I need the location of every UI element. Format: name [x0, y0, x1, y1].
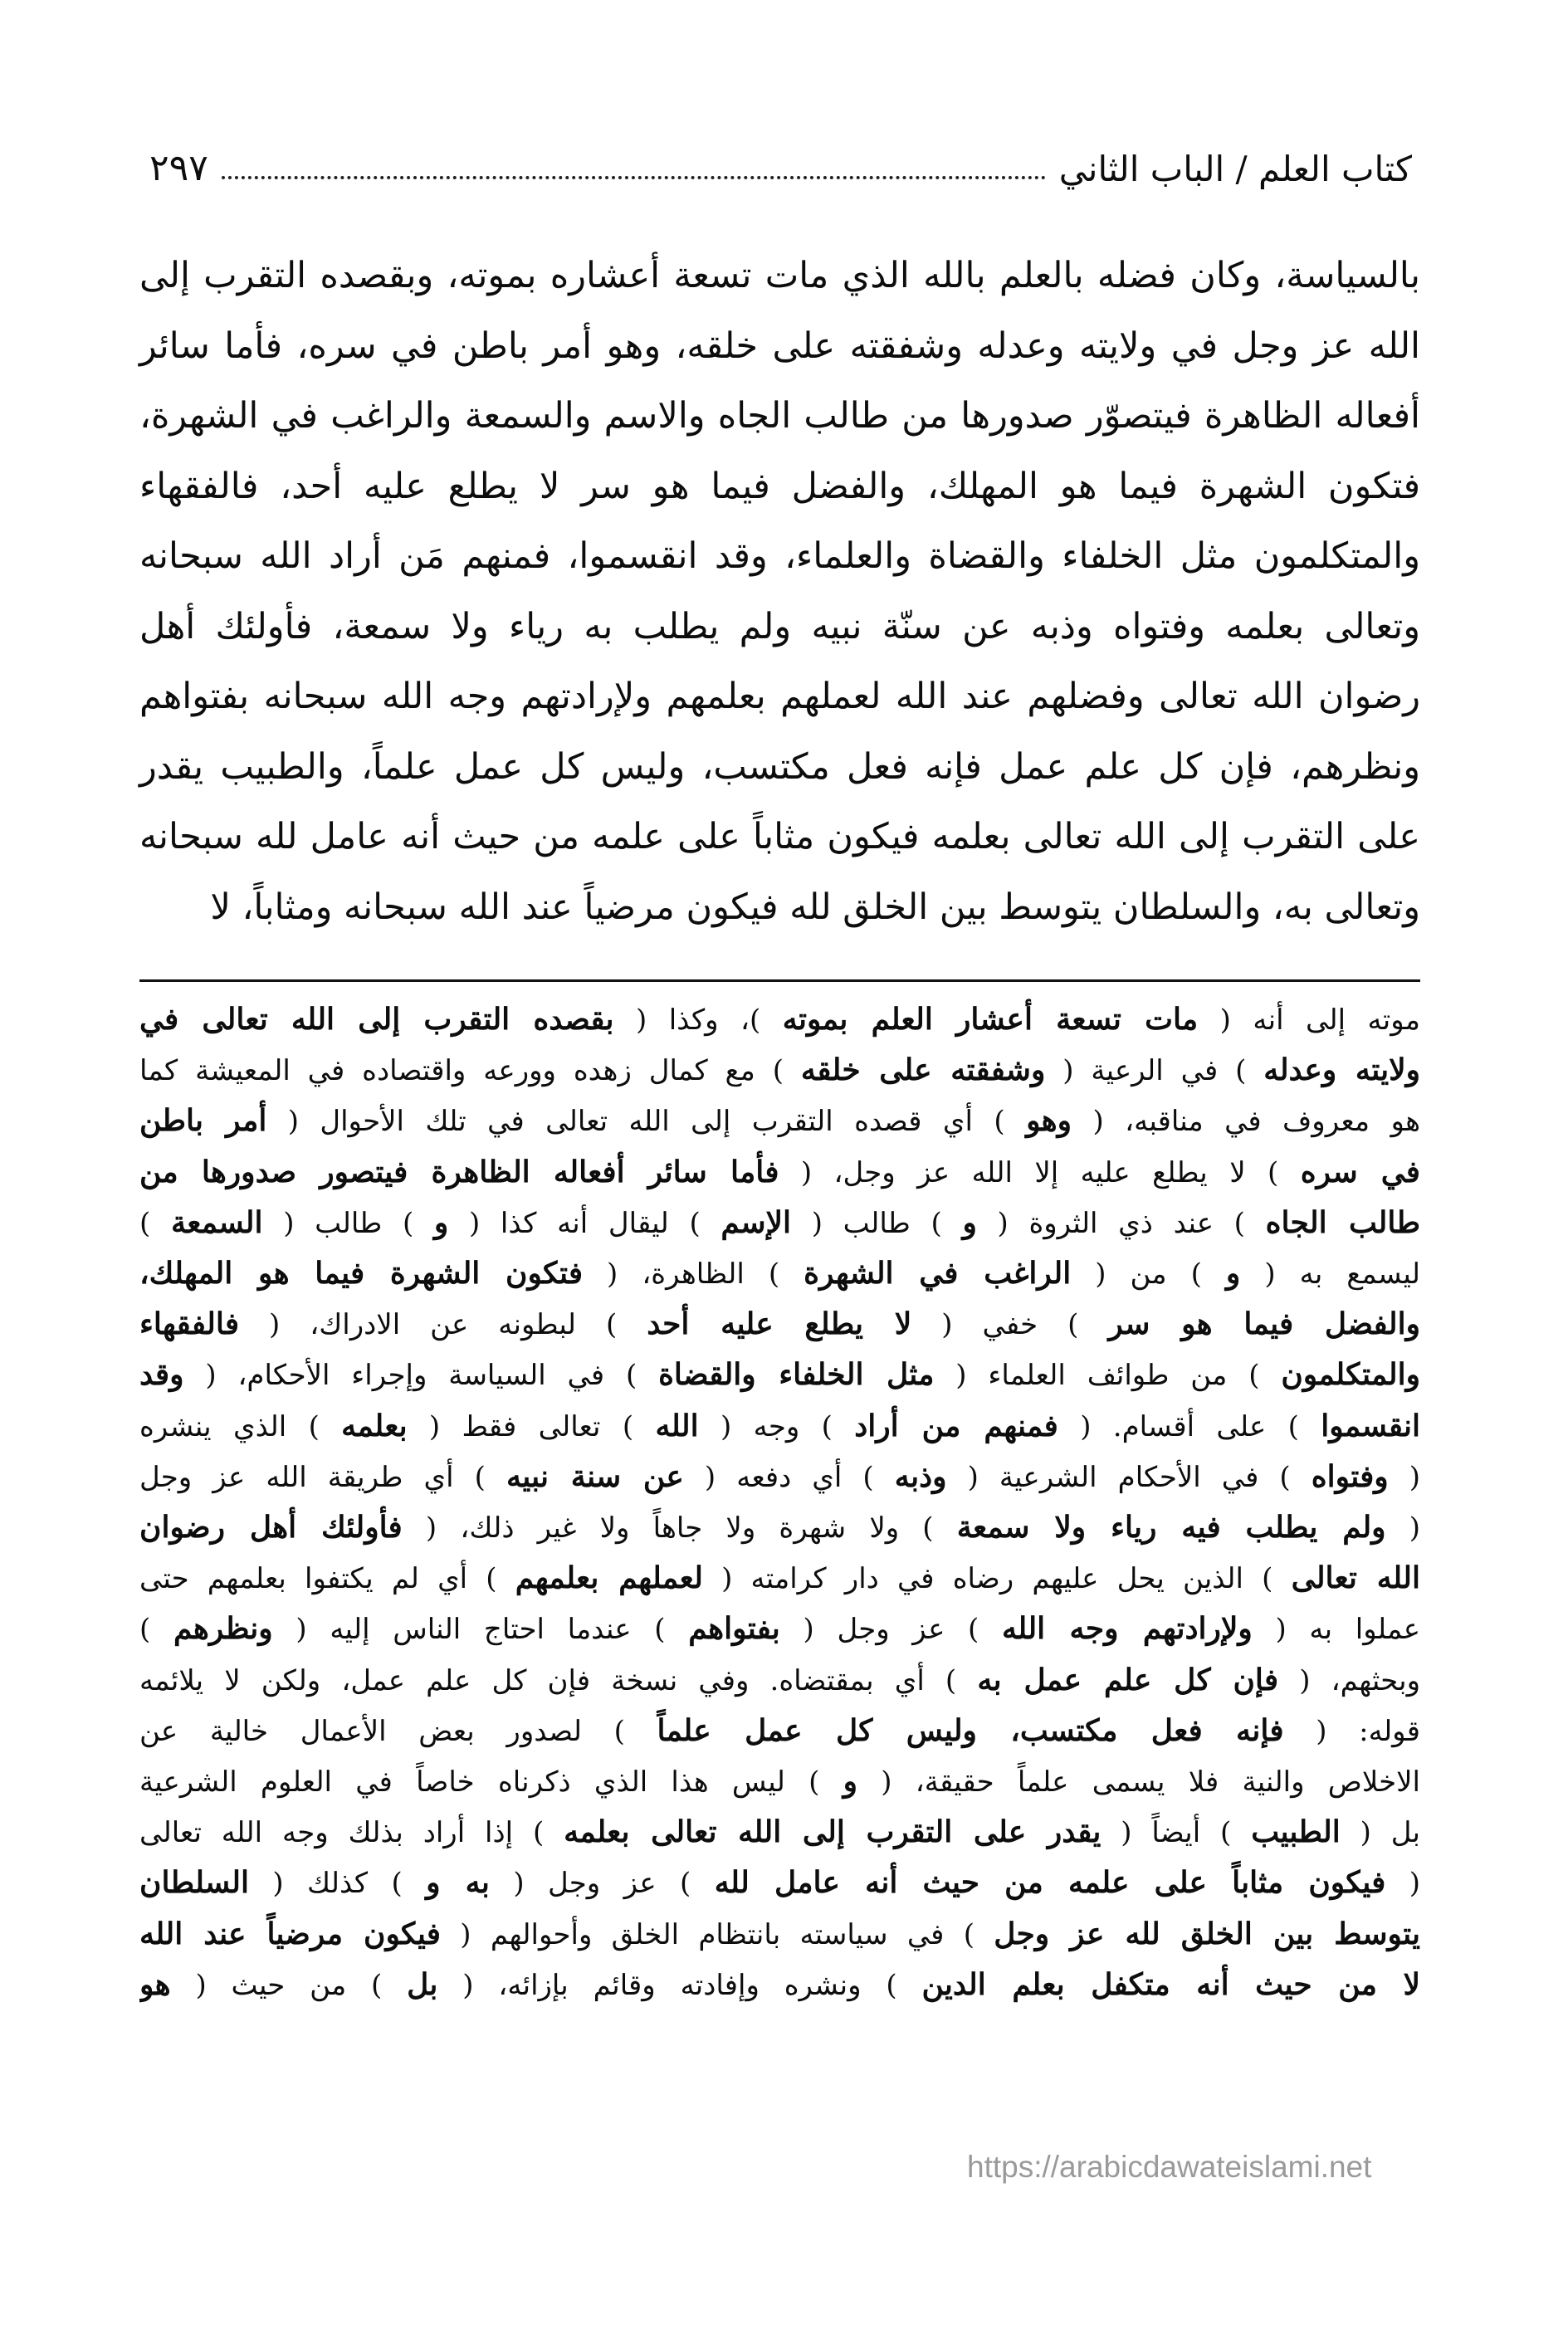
- quoted-source-text: بقصده التقرب إلى الله تعالى في: [139, 1002, 614, 1037]
- commentary-line: [139, 1045, 1420, 1096]
- commentary-segment: ) في الأحكام الشرعية (: [946, 1460, 1312, 1494]
- quoted-source-text: في سره: [1300, 1154, 1420, 1189]
- quoted-source-text: فأما سائر أفعاله الظاهرة فيتصور صدورها من: [139, 1154, 779, 1189]
- commentary-line: [139, 1147, 1420, 1198]
- quoted-source-text: فيكون مثاباً على علمه من حيث أنه عامل لله: [714, 1865, 1386, 1901]
- quoted-source-text: وشفقته على خلقه: [800, 1052, 1046, 1088]
- quoted-source-text: عن سنة نبيه: [506, 1458, 684, 1494]
- commentary-segment: ) لا يطلع عليه إلا الله عز وجل، (: [779, 1155, 1301, 1189]
- quoted-source-text: والمتكلمون: [1281, 1357, 1420, 1393]
- quoted-source-text: و: [433, 1204, 449, 1240]
- quoted-source-text: يتوسط بين الخلق لله عز وجل: [994, 1916, 1420, 1951]
- page-number: ٢٩٧: [149, 147, 208, 189]
- quoted-source-text: وذبه: [894, 1458, 947, 1494]
- commentary-line: [139, 1807, 1420, 1858]
- commentary-line: [139, 1604, 1420, 1654]
- quoted-source-text: الراغب في الشهرة: [804, 1256, 1072, 1292]
- commentary-segment: (: [1388, 1460, 1420, 1494]
- commentary-segment: ) من (: [1071, 1257, 1226, 1292]
- commentary-line: [139, 1452, 1420, 1502]
- commentary-segment: الاخلاص والنية فلا يسمى علماً حقيقة، (: [857, 1765, 1420, 1800]
- quoted-source-text: والفضل فيما هو سر: [1108, 1306, 1420, 1342]
- commentary-line: [139, 1909, 1420, 1960]
- commentary-segment: ) ليس هذا الذي ذكرناه خاصاً في العلوم الشرعية: [139, 1765, 843, 1800]
- commentary-segment: ) أي طريقة الله عز وجل: [139, 1460, 506, 1494]
- commentary-segment: ): [139, 1206, 171, 1240]
- commentary-line: [139, 1299, 1420, 1350]
- commentary-line: [139, 1350, 1420, 1400]
- main-text-line: أفعاله الظاهرة فيتصوّر صدورها من طالب الجاه والاسم والسمعة والراغب في الشهرة،: [139, 395, 1420, 437]
- quoted-source-text: بفتواهم: [688, 1611, 780, 1647]
- quoted-source-text: ولايته وعدله: [1263, 1052, 1420, 1088]
- commentary-segment: ) عندما احتاج الناس إليه (: [272, 1613, 689, 1647]
- commentary-segment: ) تعالى فقط (: [407, 1409, 656, 1443]
- quoted-source-text: مات تسعة أعشار العلم بموته: [782, 1002, 1199, 1037]
- commentary-segment: قوله: (: [1283, 1714, 1420, 1748]
- quoted-source-text: وفتواه: [1311, 1458, 1389, 1494]
- running-header: [149, 139, 1412, 189]
- commentary-segment: ) طالب (: [791, 1206, 963, 1240]
- quoted-source-text: فيكون مرضياً عند الله: [139, 1916, 441, 1951]
- commentary-line: [139, 1401, 1420, 1452]
- main-text-line: ونظرهم، فإن كل علم عمل فإنه فعل مكتسب، وليس كل عمل علماً، والطبيب يقدر: [139, 745, 1420, 788]
- commentary-segment: موته إلى أنه (: [1198, 1004, 1420, 1037]
- main-text-line: فتكون الشهرة فيما هو المهلك، والفضل فيما هو سر لا يطلع عليه أحد، فالفقهاء: [139, 465, 1420, 507]
- commentary-segment: ) أي قصده التقرب إلى الله تعالى في تلك الأحوال (: [266, 1105, 1027, 1139]
- commentary-text: [139, 994, 1420, 2010]
- commentary-segment: ) عز وجل (: [779, 1613, 1002, 1647]
- quoted-source-text: فإنه فعل مكتسب، وليس كل عمل علماً: [657, 1712, 1284, 1748]
- main-text-line: الله عز وجل في ولايته وعدله وشفقته على خلقه، وهو أمر باطن في سره، فأما سائر: [139, 325, 1420, 367]
- commentary-segment: ) الذين يحل عليهم رضاه في دار كرامته (: [702, 1562, 1292, 1596]
- commentary-segment: وبحثهم، (: [1278, 1663, 1420, 1697]
- commentary-segment: ) الظاهرة، (: [583, 1257, 804, 1292]
- main-text-line: بالسياسة، وكان فضله بالعلم بالله الذي مات تسعة أعشاره بموته، وبقصده التقرب إلى: [139, 255, 1420, 296]
- quoted-source-text: أمر باطن: [139, 1103, 267, 1139]
- commentary-segment: ) أي دفعه (: [683, 1460, 895, 1494]
- quoted-source-text: طالب الجاه: [1265, 1204, 1420, 1240]
- quoted-source-text: به و: [426, 1865, 490, 1901]
- commentary-line: [139, 1553, 1420, 1604]
- commentary-segment: ) طالب (: [262, 1206, 434, 1240]
- commentary-line: [139, 1655, 1420, 1706]
- commentary-line: [139, 994, 1420, 1045]
- commentary-segment: ) مع كمال زهده وورعه واقتصاده في المعيشة كما: [139, 1054, 801, 1088]
- commentary-segment: ) إذا أراد بذلك وجه الله تعالى: [139, 1816, 564, 1850]
- main-text-line: على التقرب إلى الله تعالى بعلمه فيكون مثاباً على علمه من حيث أنه عامل لله سبحانه: [139, 816, 1420, 857]
- commentary-line: [139, 1248, 1420, 1299]
- commentary-line: [139, 1858, 1420, 1908]
- quoted-source-text: فأولئك أهل رضوان: [139, 1510, 403, 1546]
- commentary-segment: ) عز وجل (: [489, 1867, 715, 1901]
- quoted-source-text: فتكون الشهرة فيما هو المهلك،: [139, 1256, 584, 1292]
- commentary-segment: ) الذي ينشره: [139, 1409, 342, 1443]
- commentary-line: [139, 1756, 1420, 1807]
- quoted-source-text: فإن كل علم عمل به: [977, 1662, 1279, 1697]
- commentary-segment: ) على أقسام. (: [1058, 1409, 1321, 1443]
- watermark-url: https://arabicdawateislami.net: [967, 2150, 1372, 2184]
- quoted-source-text: السلطان: [139, 1865, 249, 1901]
- commentary-segment: ) ونشره وإفادته وقائم بإزائه، (: [437, 1968, 922, 2002]
- commentary-segment: )، وكذا (: [613, 1004, 783, 1037]
- commentary-line: [139, 1502, 1420, 1553]
- quoted-source-text: فالفقهاء: [139, 1306, 240, 1342]
- quoted-source-text: لا يطلع عليه أحد: [647, 1306, 912, 1342]
- commentary-segment: ) في سياسته بانتظام الخلق وأحوالهم (: [441, 1917, 994, 1951]
- commentary-segment: ) في الرعية (: [1045, 1054, 1264, 1088]
- commentary-segment: بل (: [1340, 1816, 1420, 1850]
- commentary-segment: ليسمع به (: [1240, 1257, 1420, 1292]
- quoted-source-text: فمنهم من أراد: [854, 1408, 1058, 1443]
- main-text-line: وتعالى به، والسلطان يتوسط بين الخلق لله فيكون مرضياً عند الله سبحانه ومثاباً، لا: [210, 886, 1420, 928]
- quoted-source-text: و: [1225, 1256, 1241, 1292]
- commentary-segment: عملوا به (: [1252, 1613, 1420, 1647]
- quoted-source-text: و: [843, 1764, 858, 1800]
- commentary-segment: ) أي لم يكتفوا بعلمهم حتى: [139, 1562, 515, 1596]
- commentary-segment: هو معروف في مناقبه، (: [1072, 1105, 1420, 1139]
- commentary-segment: ) كذلك (: [248, 1867, 427, 1901]
- quoted-source-text: لعملهم بعلمهم: [515, 1560, 703, 1596]
- commentary-line: [139, 1706, 1420, 1756]
- quoted-source-text: مثل الخلفاء والقضاة: [658, 1357, 935, 1393]
- quoted-source-text: ولإرادتهم وجه الله: [1001, 1611, 1253, 1647]
- quoted-source-text: بعلمه: [341, 1408, 408, 1443]
- main-text-line: وتعالى بعلمه وفتواه وذبه عن سنّة نبيه ولم يطلب به رياء ولا سمعة، فأولئك أهل: [139, 605, 1420, 647]
- quoted-source-text: يقدر على التقرب إلى الله تعالى بعلمه: [564, 1814, 1102, 1850]
- main-text: [139, 241, 1420, 942]
- commentary-segment: (: [1385, 1511, 1420, 1546]
- commentary-segment: ) ولا شهرة ولا جاهاً ولا غير ذلك، (: [402, 1511, 957, 1546]
- quoted-source-text: وهو: [1026, 1103, 1072, 1139]
- main-text-line: رضوان الله تعالى وفضلهم عند الله لعملهم بعلمهم ولإرادتهم وجه الله سبحانه بفتواهم: [139, 676, 1420, 717]
- quoted-source-text: هو: [139, 1966, 171, 2002]
- quoted-source-text: الله: [655, 1408, 699, 1443]
- commentary-segment: ) من طوائف العلماء (: [934, 1359, 1282, 1393]
- commentary-segment: ) خفي (: [911, 1308, 1109, 1342]
- quoted-source-text: ونظرهم: [173, 1611, 273, 1647]
- commentary-segment: ) من حيث (: [170, 1968, 408, 2002]
- quoted-source-text: انقسموا: [1321, 1408, 1420, 1443]
- quoted-source-text: السمعة: [170, 1204, 263, 1240]
- quoted-source-text: بل: [407, 1966, 438, 2002]
- quoted-source-text: الطبيب: [1251, 1814, 1341, 1850]
- commentary-segment: ) أيضاً (: [1101, 1816, 1252, 1850]
- commentary-segment: ) لبطونه عن الادراك، (: [239, 1308, 647, 1342]
- commentary-segment: ) عند ذي الثروة (: [976, 1206, 1266, 1240]
- commentary-segment: ) وجه (: [698, 1409, 855, 1443]
- quoted-source-text: لا من حيث أنه متكفل بعلم الدين: [921, 1966, 1420, 2002]
- commentary-segment: ) لصدور بعض الأعمال خالية عن: [139, 1714, 657, 1748]
- quoted-source-text: الله تعالى: [1291, 1560, 1420, 1596]
- commentary-segment: ): [139, 1613, 173, 1647]
- footnote-separator: [139, 979, 1420, 982]
- commentary-segment: ) أي بمقتضاه. وفي نسخة فإن كل علم عمل، ولكن لا يلائمه: [139, 1663, 978, 1697]
- chapter-title: كتاب العلم / الباب الثاني: [1058, 149, 1412, 189]
- commentary-line: [139, 1960, 1420, 2010]
- main-text-line: والمتكلمون مثل الخلفاء والقضاة والعلماء، وقد انقسموا، فمنهم مَن أراد الله سبحانه: [139, 535, 1420, 577]
- quoted-source-text: الإسم: [720, 1204, 792, 1240]
- commentary-line: [139, 1198, 1420, 1248]
- quoted-source-text: ولم يطلب فيه رياء ولا سمعة: [956, 1510, 1386, 1546]
- quoted-source-text: وقد: [139, 1357, 184, 1393]
- commentary-segment: (: [1385, 1867, 1420, 1901]
- commentary-line: [139, 1096, 1420, 1146]
- commentary-segment: ) ليقال أنه كذا (: [448, 1206, 721, 1240]
- commentary-segment: ) في السياسة وإجراء الأحكام، (: [183, 1359, 659, 1393]
- header-dot-leader: [222, 176, 1046, 179]
- quoted-source-text: و: [962, 1204, 977, 1240]
